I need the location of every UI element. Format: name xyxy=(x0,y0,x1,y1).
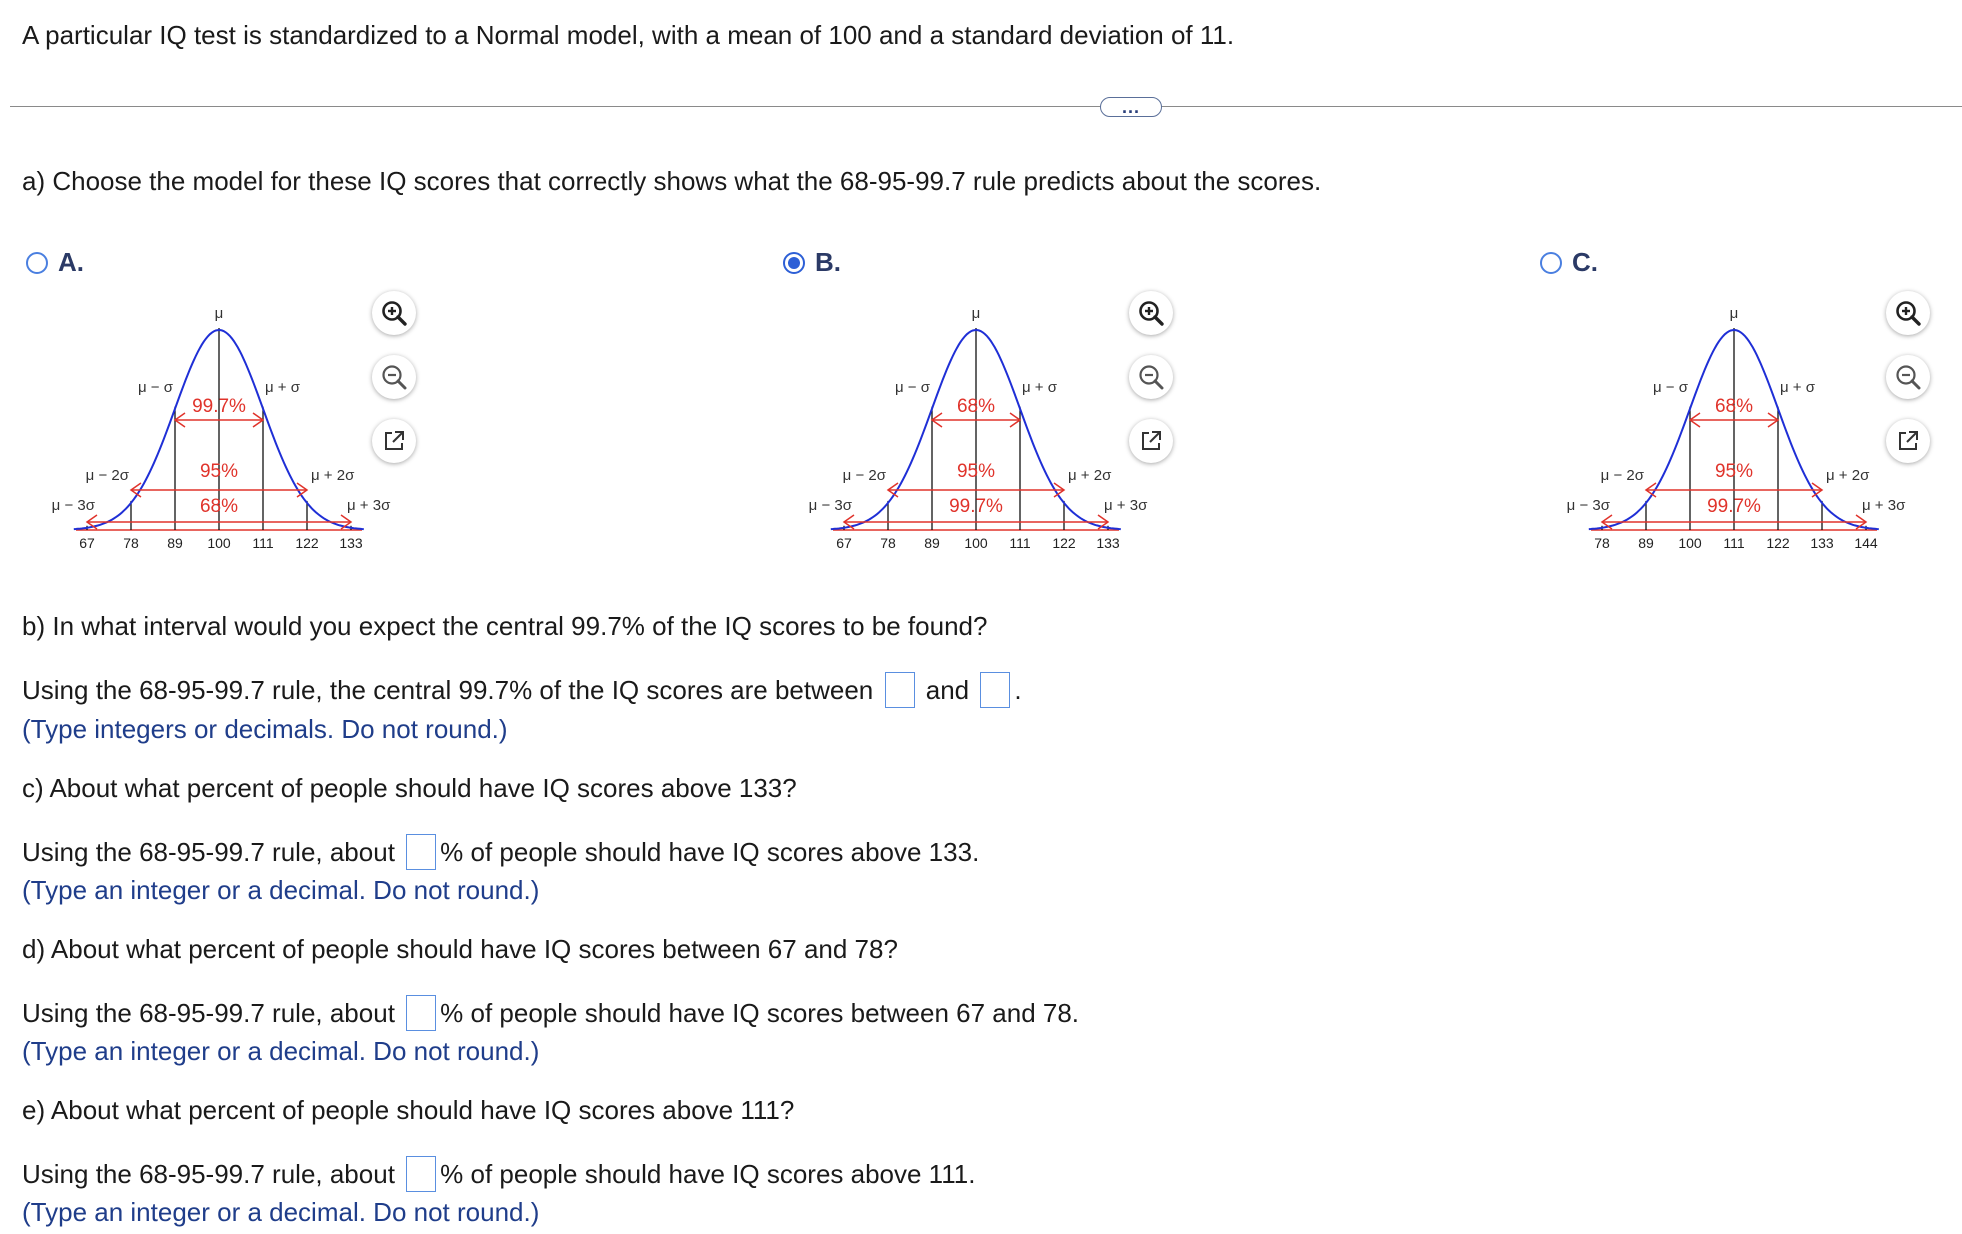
part-e-answer-line xyxy=(22,1158,975,1194)
option-c-zoom-in-button[interactable] xyxy=(1886,291,1930,335)
option-b-graph xyxy=(808,300,1148,560)
label-mu-minus-3sigma: μ − 3σ xyxy=(1566,497,1610,514)
tick-label: 133 xyxy=(1096,535,1120,551)
tick-label: 78 xyxy=(123,535,139,551)
tick-label: 111 xyxy=(1009,535,1031,551)
part-b-suffix: . xyxy=(1014,674,1022,705)
section-divider xyxy=(10,106,1962,107)
label-mu-minus-3sigma: μ − 3σ xyxy=(808,497,852,514)
part-c-percent-input[interactable] xyxy=(406,834,436,870)
part-d-question: d) About what percent of people should have IQ scores between 67 and 78? xyxy=(22,934,898,964)
external-link-icon xyxy=(1138,428,1164,454)
label-mu-minus-sigma: μ − σ xyxy=(138,379,173,396)
part-e-prefix: Using the 68-95-99.7 rule, about xyxy=(22,1158,395,1189)
label-mu: μ xyxy=(1729,305,1739,322)
percent-label-inner: 68% xyxy=(956,396,996,417)
tick-label: 133 xyxy=(1810,535,1834,551)
label-mu: μ xyxy=(214,305,224,322)
show-more-button[interactable]: ... xyxy=(1100,97,1162,117)
zoom-in-icon xyxy=(379,298,409,328)
label-mu-plus-2sigma: μ + 2σ xyxy=(311,467,355,484)
part-b-question: b) In what interval would you expect the central 99.7% of the IQ scores to be found? xyxy=(22,611,988,641)
label-mu-plus-sigma: μ + σ xyxy=(265,379,300,396)
percent-label-outer: 68% xyxy=(199,496,239,517)
part-e-question: e) About what percent of people should have IQ scores above 111? xyxy=(22,1095,795,1125)
label-mu-minus-2sigma: μ − 2σ xyxy=(85,467,129,484)
tick-label: 100 xyxy=(1678,535,1702,551)
option-c-radio[interactable] xyxy=(1540,252,1562,274)
label-mu-plus-3sigma: μ + 3σ xyxy=(347,497,391,514)
option-a-open-new-window-button[interactable] xyxy=(372,419,416,463)
part-d-percent-input[interactable] xyxy=(406,995,436,1031)
option-a-radio[interactable] xyxy=(26,252,48,274)
part-b-upper-input[interactable] xyxy=(980,672,1010,708)
label-mu-plus-2sigma: μ + 2σ xyxy=(1068,467,1112,484)
part-d-prefix: Using the 68-95-99.7 rule, about xyxy=(22,997,395,1028)
part-d-suffix: % of people should have IQ scores between 67 and 78. xyxy=(440,997,1080,1028)
label-mu-minus-sigma: μ − σ xyxy=(895,379,930,396)
part-d-answer-line xyxy=(22,997,1079,1033)
part-c-suffix: % of people should have IQ scores above 133. xyxy=(440,836,980,867)
part-b-hint: (Type integers or decimals. Do not round.) xyxy=(22,714,508,744)
option-c[interactable] xyxy=(1540,247,1598,278)
label-mu-plus-sigma: μ + σ xyxy=(1780,379,1815,396)
tick-label: 67 xyxy=(836,535,852,551)
percent-label-middle: 95% xyxy=(1714,461,1754,482)
option-b-zoom-out-button[interactable] xyxy=(1129,355,1173,399)
zoom-in-icon xyxy=(1893,298,1923,328)
part-c-prefix: Using the 68-95-99.7 rule, about xyxy=(22,836,395,867)
tick-label: 78 xyxy=(1594,535,1610,551)
zoom-out-icon xyxy=(379,362,409,392)
label-mu-minus-2sigma: μ − 2σ xyxy=(842,467,886,484)
label-mu-minus-3sigma: μ − 3σ xyxy=(51,497,95,514)
label-mu: μ xyxy=(971,305,981,322)
option-b-zoom-in-button[interactable] xyxy=(1129,291,1173,335)
part-c-question: c) About what percent of people should have IQ scores above 133? xyxy=(22,773,797,803)
option-c-graph xyxy=(1566,300,1906,560)
percent-label-inner: 68% xyxy=(1714,396,1754,417)
part-d-hint: (Type an integer or a decimal. Do not round.) xyxy=(22,1036,540,1066)
zoom-in-icon xyxy=(1136,298,1166,328)
label-mu-plus-3sigma: μ + 3σ xyxy=(1862,497,1906,514)
percent-label-outer: 99.7% xyxy=(949,496,1003,517)
tick-label: 100 xyxy=(964,535,988,551)
label-mu-plus-2sigma: μ + 2σ xyxy=(1826,467,1870,484)
tick-label: 89 xyxy=(1638,535,1654,551)
zoom-out-icon xyxy=(1136,362,1166,392)
option-b[interactable] xyxy=(783,247,841,278)
percent-label-outer: 99.7% xyxy=(1707,496,1761,517)
part-b-answer-line xyxy=(22,674,1022,710)
part-e-suffix: % of people should have IQ scores above 111. xyxy=(440,1158,976,1189)
external-link-icon xyxy=(381,428,407,454)
part-c-answer-line xyxy=(22,836,979,872)
percent-label-inner: 99.7% xyxy=(192,396,246,417)
tick-label: 89 xyxy=(167,535,183,551)
problem-statement: A particular IQ test is standardized to a Normal model, with a mean of 100 and a standard deviation of 11. xyxy=(22,20,1235,50)
part-b-lower-input[interactable] xyxy=(885,672,915,708)
tick-label: 133 xyxy=(339,535,363,551)
external-link-icon xyxy=(1895,428,1921,454)
percent-label-middle: 95% xyxy=(199,461,239,482)
option-b-radio[interactable] xyxy=(783,252,805,274)
option-a-graph xyxy=(51,300,391,560)
option-a-zoom-out-button[interactable] xyxy=(372,355,416,399)
label-mu-minus-sigma: μ − σ xyxy=(1653,379,1688,396)
option-a-zoom-in-button[interactable] xyxy=(372,291,416,335)
option-c-zoom-out-button[interactable] xyxy=(1886,355,1930,399)
tick-label: 100 xyxy=(207,535,231,551)
part-e-percent-input[interactable] xyxy=(406,1156,436,1192)
label-mu-minus-2sigma: μ − 2σ xyxy=(1600,467,1644,484)
part-b-and: and xyxy=(925,674,970,705)
tick-label: 67 xyxy=(79,535,95,551)
option-a[interactable] xyxy=(26,247,84,278)
part-a-question: a) Choose the model for these IQ scores that correctly shows what the 68-95-99.7 rule predicts about the scores. xyxy=(22,166,1322,196)
option-c-open-new-window-button[interactable] xyxy=(1886,419,1930,463)
tick-label: 111 xyxy=(252,535,274,551)
tick-label: 89 xyxy=(924,535,940,551)
percent-label-middle: 95% xyxy=(956,461,996,482)
tick-label: 122 xyxy=(295,535,319,551)
part-b-prefix: Using the 68-95-99.7 rule, the central 99.7% of the IQ scores are between xyxy=(22,674,874,705)
part-e-hint: (Type an integer or a decimal. Do not round.) xyxy=(22,1197,540,1227)
tick-label: 122 xyxy=(1052,535,1076,551)
tick-label: 122 xyxy=(1766,535,1790,551)
option-c-label: C. xyxy=(1572,247,1598,277)
label-mu-plus-sigma: μ + σ xyxy=(1022,379,1057,396)
option-b-open-new-window-button[interactable] xyxy=(1129,419,1173,463)
zoom-out-icon xyxy=(1893,362,1923,392)
option-a-label: A. xyxy=(58,247,84,277)
tick-label: 144 xyxy=(1854,535,1878,551)
label-mu-plus-3sigma: μ + 3σ xyxy=(1104,497,1148,514)
part-c-hint: (Type an integer or a decimal. Do not round.) xyxy=(22,875,540,905)
tick-label: 78 xyxy=(880,535,896,551)
option-b-label: B. xyxy=(815,247,841,277)
tick-label: 111 xyxy=(1723,535,1745,551)
